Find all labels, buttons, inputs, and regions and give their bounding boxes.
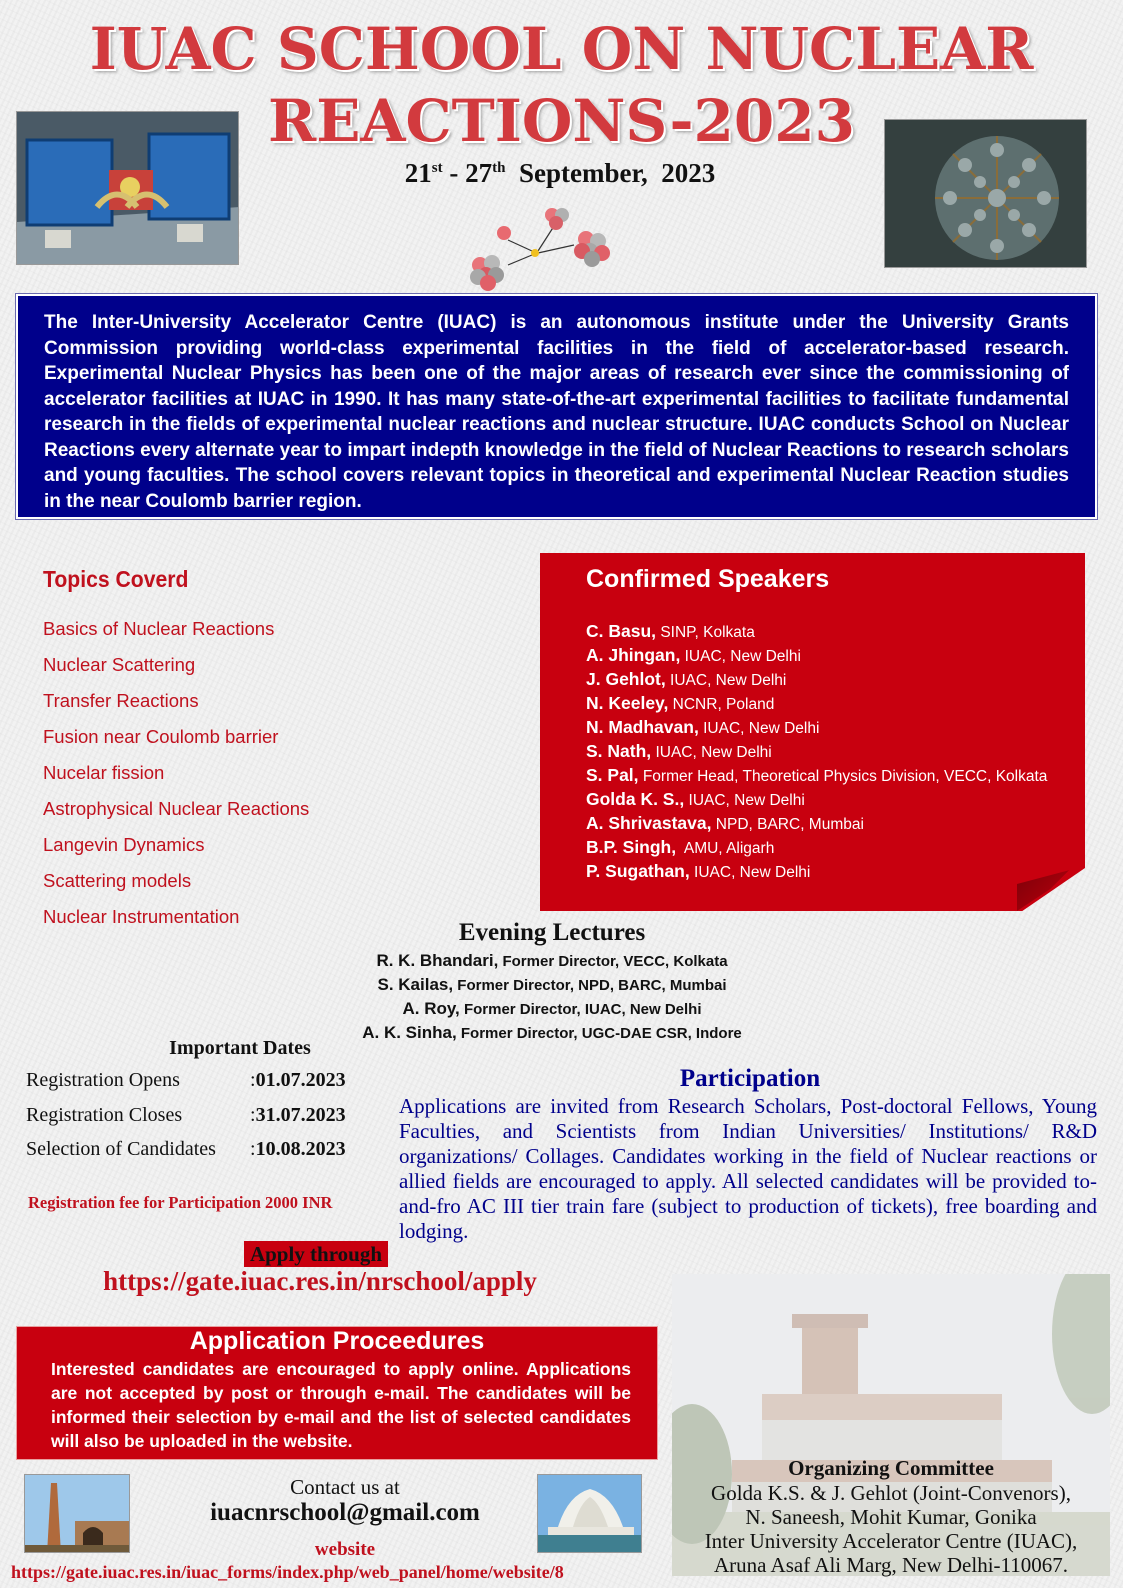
apply-url-link[interactable]: https://gate.iuac.res.in/nrschool/apply	[103, 1266, 537, 1296]
application-procedures-text: Interested candidates are encouraged to apply online. Applications are not accepted by post or through e-mail. The candidates will be informed their selection by e-mail and the list of selected candidates will also be uploaded in the website.	[51, 1359, 631, 1451]
participation-title: Participation	[679, 1065, 821, 1092]
speaker-item: N. Keeley, NCNR, Poland	[586, 693, 775, 713]
evening-lecturer: A. Roy, Former Director, IUAC, New Delhi	[402, 999, 702, 1018]
lotus-temple-photo	[537, 1474, 642, 1553]
date-row: Registration Opens : 01.07.2023	[26, 1069, 346, 1091]
topic-item: Nuclear Scattering	[43, 654, 196, 675]
participation-text: Applications are invited from Research Scholars, Post-doctoral Fellows, Young Faculties, and Scientists from Indian Universities/ Institutions/ R&D organizations/ Collages. Candidates working in the field of Nuclear reactions or allied fields are encouraged to apply. All selected candidates will be provided to-and-fro AC III tier train fare (subject to production of tickets), free boarding and lodging.	[399, 1094, 1097, 1243]
important-dates-title: Important Dates	[169, 1037, 311, 1059]
speaker-item: J. Gehlot, IUAC, New Delhi	[586, 669, 787, 689]
evening-lecturer: A. K. Sinha, Former Director, UGC-DAE CSR, Indore	[362, 1023, 742, 1042]
poster-title-line2: REACTIONS-2023	[268, 87, 855, 155]
organizing-committee-title: Organizing Committee	[788, 1456, 994, 1480]
intro-text: The Inter-University Accelerator Centre (IUAC) is an autonomous institute under the University Grants Commission providing world-class experimental facilities in the field of accelerator-based research. Experimental Nuclear Physics has been one of the major areas of research ever since the commissioning of accelerator facilities at IUAC in 1990. It has many state-of-the-art experimental facilities to facilitate fundamental research in the fields of experimental nuclear reactions and nuclear structure. IUAC conducts School on Nuclear Reactions every alternate year to impart indepth knowledge in the field of Nuclear Reactions to research scholars and young faculties. The school covers relevant topics in theoretical and experimental Nuclear Reaction studies in the near Coulomb barrier region.	[44, 312, 1069, 512]
speaker-item: C. Basu, SINP, Kolkata	[586, 621, 755, 641]
evening-lectures-title: Evening Lectures	[458, 919, 646, 946]
website-url-link[interactable]: https://gate.iuac.res.in/iuac_forms/index.php/web_panel/home/website/8	[11, 1562, 564, 1582]
speaker-item: A. Shrivastava, NPD, BARC, Mumbai	[586, 813, 864, 833]
topic-item: Astrophysical Nuclear Reactions	[43, 798, 310, 819]
organizing-line: Aruna Asaf Ali Marg, New Delhi-110067.	[713, 1553, 1069, 1577]
event-dates: 21st - 27th September, 2023	[404, 158, 716, 188]
qutub-minar-photo	[24, 1474, 130, 1553]
topic-item: Transfer Reactions	[43, 690, 199, 711]
speaker-item: S. Nath, IUAC, New Delhi	[586, 741, 772, 761]
website-label: website	[314, 1539, 376, 1560]
apply-through-label: Apply through	[244, 1241, 388, 1267]
contact-email-link[interactable]: iuacnrschool@gmail.com	[210, 1499, 480, 1526]
organizing-line: N. Saneesh, Mohit Kumar, Gonika	[745, 1505, 1037, 1529]
nuclear-reaction-icon	[466, 203, 626, 293]
contact-label: Contact us at	[290, 1475, 400, 1499]
speakers-title: Confirmed Speakers	[586, 565, 830, 593]
topic-item: Nucelar fission	[43, 762, 165, 783]
important-dates-table	[26, 1069, 346, 1173]
date-row: Selection of Candidates : 10.08.2023	[26, 1138, 346, 1160]
registration-fee: Registration fee for Participation 2000 INR	[28, 1193, 333, 1212]
application-procedures-title: Application Proceedures	[189, 1327, 485, 1355]
evening-lectures-list	[302, 949, 802, 1045]
organizing-line: Inter University Accelerator Centre (IUAC),	[704, 1529, 1078, 1553]
topics-title: Topics Coverd	[43, 566, 189, 592]
speaker-item: B.P. Singh, AMU, Aligarh	[586, 837, 775, 857]
topic-item: Langevin Dynamics	[43, 834, 205, 855]
evening-lecturer: S. Kailas, Former Director, NPD, BARC, Mumbai	[377, 975, 727, 994]
poster-title-line1: IUAC SCHOOL ON NUCLEAR	[89, 15, 1034, 83]
topics-list	[43, 617, 309, 941]
speaker-item: P. Sugathan, IUAC, New Delhi	[586, 861, 811, 881]
speaker-item: S. Pal, Former Head, Theoretical Physics Division, VECC, Kolkata	[586, 765, 1048, 785]
speaker-item: A. Jhingan, IUAC, New Delhi	[586, 645, 801, 665]
topic-item: Basics of Nuclear Reactions	[43, 618, 275, 639]
topic-item: Nuclear Instrumentation	[43, 906, 240, 927]
magnet-photo	[16, 111, 239, 265]
speakers-list	[586, 619, 1047, 883]
organizing-line: Golda K.S. & J. Gehlot (Joint-Convenors),	[711, 1481, 1071, 1505]
detector-array-photo	[884, 119, 1087, 268]
date-row: Registration Closes : 31.07.2023	[26, 1103, 346, 1126]
intro-box	[16, 294, 1097, 519]
evening-lecturer: R. K. Bhandari, Former Director, VECC, Kolkata	[376, 951, 728, 970]
topic-item: Scattering models	[43, 870, 192, 891]
speaker-item: Golda K. S., IUAC, New Delhi	[586, 789, 805, 809]
speaker-item: N. Madhavan, IUAC, New Delhi	[586, 717, 820, 737]
topic-item: Fusion near Coulomb barrier	[43, 726, 279, 747]
